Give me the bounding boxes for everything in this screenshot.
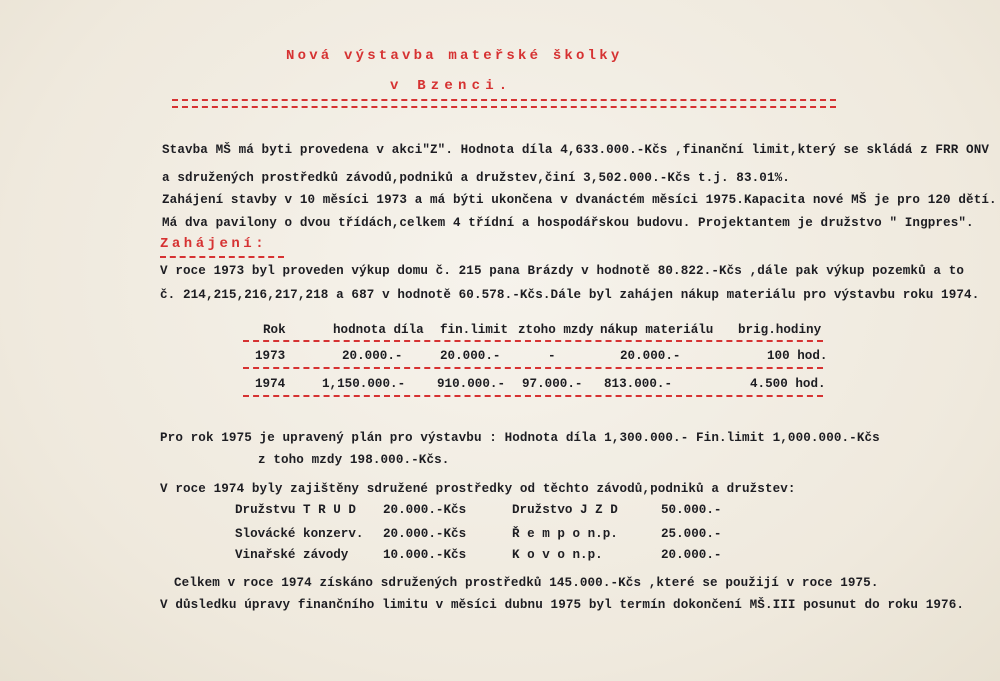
contributor-name: Ř e m p o n.p. bbox=[512, 527, 618, 541]
table-cell: 813.000.- bbox=[604, 377, 673, 391]
table-header-year: Rok bbox=[263, 323, 286, 337]
table-header-hours: brig.hodiny bbox=[738, 323, 822, 337]
paragraph1-line1: Stavba MŠ má byti provedena v akci"Z". Hodnota díla 4,633.000.-Kčs ,finanční limit,který se skládá z FRR ONV bbox=[162, 143, 990, 157]
closing-line2: V důsledku úpravy finančního limitu v měsíci dubnu 1975 byl termín dokončení MŠ.III posunut do roku 1976. bbox=[160, 598, 965, 612]
contributor-name: Družstvu T R U D bbox=[235, 503, 356, 517]
table-cell: 100 hod. bbox=[767, 349, 828, 363]
table-cell: 1,150.000.- bbox=[322, 377, 406, 391]
title-double-rule bbox=[172, 99, 836, 108]
table-cell: 1973 bbox=[255, 349, 286, 363]
contributor-amount: 50.000.- bbox=[661, 503, 722, 517]
table-cell: 910.000.- bbox=[437, 377, 506, 391]
contributor-amount: 25.000.- bbox=[661, 527, 722, 541]
paragraph4-intro: V roce 1974 byly zajištěny sdružené prostředky od těchto závodů,podniků a družstev: bbox=[160, 482, 796, 496]
section-heading-underline bbox=[160, 256, 284, 258]
table-cell: 20.000.- bbox=[620, 349, 681, 363]
contributor-name: Vinařské závody bbox=[235, 548, 349, 562]
table-cell: 4.500 hod. bbox=[750, 377, 826, 391]
table-cell: 1974 bbox=[255, 377, 286, 391]
contributor-amount: 20.000.-Kčs bbox=[383, 527, 467, 541]
section-heading-zahajeni: Zahájení: bbox=[160, 236, 268, 252]
table-header-material: nákup materiálu bbox=[600, 323, 714, 337]
table-row-rule bbox=[243, 367, 823, 369]
paragraph2-line1: V roce 1973 byl proveden výkup domu č. 215 pana Brázdy v hodnotě 80.822.-Kčs ,dále pak výkup pozemků a to bbox=[160, 264, 965, 278]
closing-line1: Celkem v roce 1974 získáno sdružených prostředků 145.000.-Kčs ,které se použijí v roce 1975. bbox=[174, 576, 879, 590]
table-cell: 20.000.- bbox=[440, 349, 501, 363]
paragraph1-line2: a sdružených prostředků závodů,podniků a družstev,činí 3,502.000.-Kčs t.j. 83.01%. bbox=[162, 171, 790, 185]
contributor-name: Družstvo J Z D bbox=[512, 503, 618, 517]
table-header-value: hodnota díla bbox=[333, 323, 424, 337]
table-cell: - bbox=[548, 349, 556, 363]
table-bottom-rule bbox=[243, 395, 823, 397]
document-subtitle: v Bzenci. bbox=[390, 78, 513, 94]
paragraph3-line2: z toho mzdy 198.000.-Kčs. bbox=[258, 453, 450, 467]
table-header-limit: fin.limit bbox=[440, 323, 509, 337]
document-title: Nová výstavba mateřské školky bbox=[286, 48, 623, 64]
paragraph3-line1: Pro rok 1975 je upravený plán pro výstavbu : Hodnota díla 1,300.000.- Fin.limit 1,000.000.-Kčs bbox=[160, 431, 880, 445]
contributor-amount: 20.000.- bbox=[661, 548, 722, 562]
paragraph2-line2: č. 214,215,216,217,218 a 687 v hodnotě 60.578.-Kčs.Dále byl zahájen nákup materiálu pro výstavbu roku 1974. bbox=[160, 288, 980, 302]
contributor-amount: 20.000.-Kčs bbox=[383, 503, 467, 517]
table-header-wages: ztoho mzdy bbox=[518, 323, 594, 337]
contributor-name: K o v o n.p. bbox=[512, 548, 603, 562]
table-header-rule bbox=[243, 340, 823, 342]
paragraph1-line3: Zahájení stavby v 10 měsíci 1973 a má býti ukončena v dvanáctém měsíci 1975.Kapacita nové MŠ je pro 120 dětí. bbox=[162, 193, 997, 207]
contributor-amount: 10.000.-Kčs bbox=[383, 548, 467, 562]
paragraph1-line4: Má dva pavilony o dvou třídách,celkem 4 třídní a hospodářskou budovu. Projektantem je družstvo " Ingpres". bbox=[162, 216, 974, 230]
contributor-name: Slovácké konzerv. bbox=[235, 527, 364, 541]
table-cell: 97.000.- bbox=[522, 377, 583, 391]
table-cell: 20.000.- bbox=[342, 349, 403, 363]
